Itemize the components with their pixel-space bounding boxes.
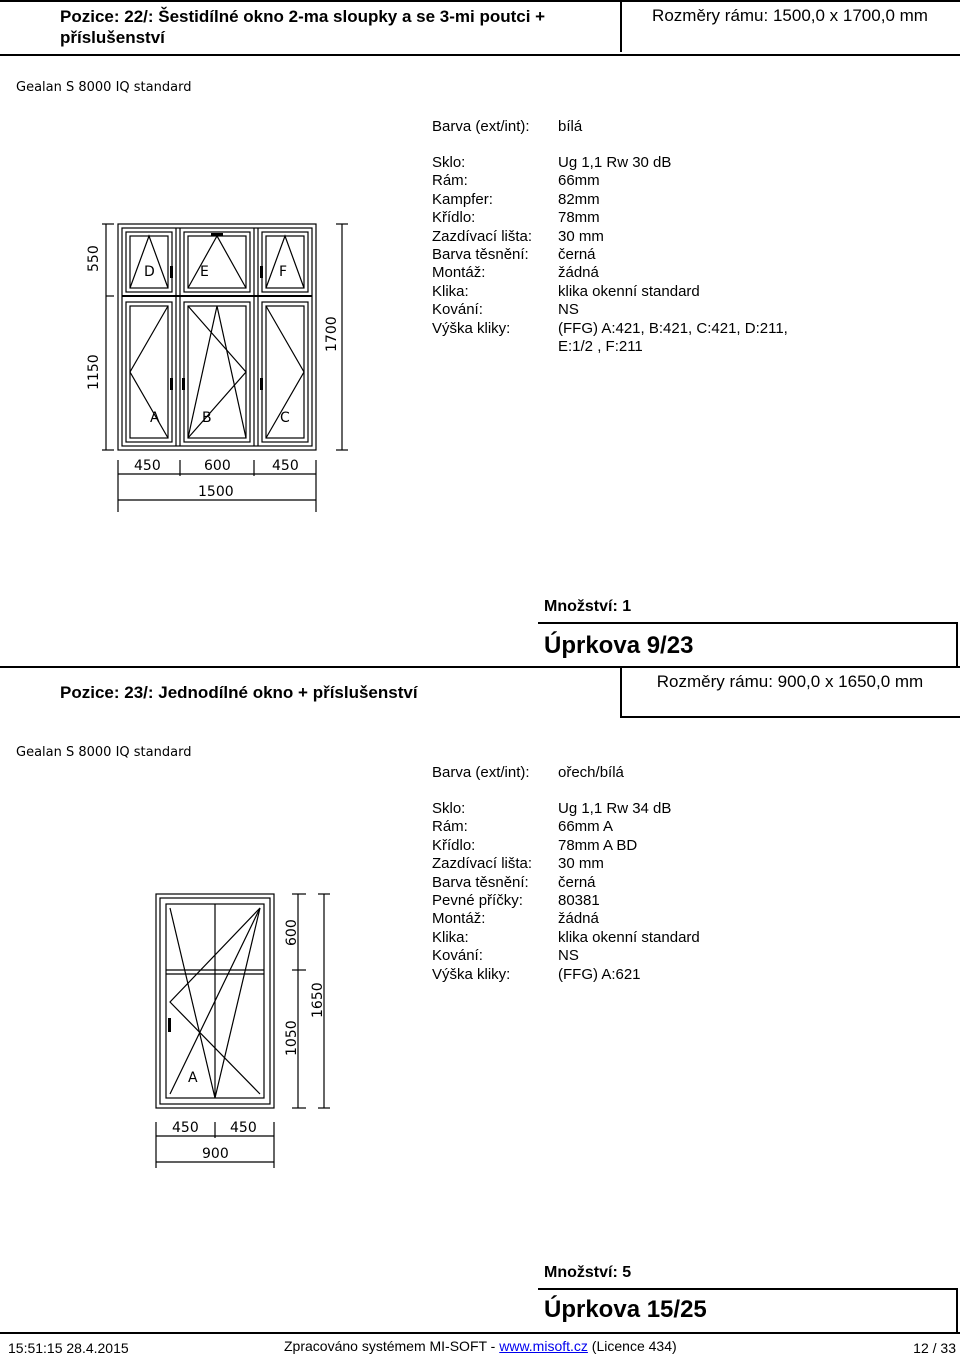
misoft-link[interactable]: www.misoft.cz — [499, 1338, 588, 1354]
spec-label: Barva těsnění: — [432, 245, 529, 263]
page-number: 12 / 33 — [913, 1340, 956, 1356]
spec-label: Sklo: — [432, 154, 466, 171]
spec-label: Zazdívací lišta: — [432, 227, 533, 245]
spec-row — [432, 966, 852, 984]
dim-total-height: 1700 — [324, 316, 340, 352]
dim-total-height: 1650 — [310, 982, 326, 1018]
dim-top-height: 550 — [86, 245, 102, 272]
spec-value: 82mm — [558, 190, 600, 208]
spec-value: žádná — [558, 264, 599, 282]
sash-label: A — [150, 410, 160, 426]
spec-value: 66mm A — [558, 818, 614, 836]
position-title: Pozice: 22/: Šestidílné okno 2-ma sloupky a se 3-mi poutci + příslušenství — [60, 7, 546, 47]
spec-row — [432, 892, 852, 910]
spec-label: Rám: — [432, 172, 468, 190]
frame-dimensions: Rozměry rámu: 900,0 x 1650,0 mm — [656, 672, 924, 691]
quantity: Množství: 5 — [544, 1264, 632, 1281]
spec-table — [432, 154, 852, 356]
spec-row — [432, 191, 852, 209]
sash-label: A — [188, 1070, 198, 1086]
spec-value: Ug 1,1 Rw 30 dB — [558, 154, 672, 171]
dim-total-width: 900 — [202, 1146, 229, 1162]
spec-label: Zazdívací lišta: — [432, 855, 533, 873]
package-label: Úprkova 15/25 — [544, 1296, 707, 1323]
spec-row — [432, 910, 852, 928]
processed-by — [284, 1338, 677, 1354]
spec-row — [432, 320, 852, 338]
spec-label: Barva (ext/int): — [432, 118, 530, 135]
spec-value: klika okenní standard — [558, 928, 700, 946]
dim-width-2: 450 — [230, 1120, 257, 1136]
spec-label: Montáž: — [432, 910, 486, 928]
spec-row — [432, 283, 852, 301]
spec-row — [432, 837, 852, 855]
color-row — [432, 118, 852, 136]
window-drawing — [84, 214, 364, 514]
spec-value: ořech/bílá — [558, 764, 624, 781]
spec-value: (FFG) A:421, B:421, C:421, D:211, — [558, 319, 788, 337]
spec-label: Kování: — [432, 301, 483, 319]
spec-value: NS — [558, 947, 579, 965]
spec-label: Kampfer: — [432, 190, 493, 208]
dim-width-2: 600 — [204, 458, 231, 474]
spec-label: Rám: — [432, 818, 468, 836]
spec-label: Výška kliky: — [432, 319, 511, 337]
spec-label: Kování: — [432, 947, 483, 965]
spec-label: Pevné příčky: — [432, 891, 523, 909]
spec-value: (FFG) A:621 — [558, 965, 641, 983]
spec-value: Ug 1,1 Rw 34 dB — [558, 800, 672, 817]
dim-width-1: 450 — [134, 458, 161, 474]
spec-value: bílá — [558, 118, 583, 135]
spec-row — [432, 209, 852, 227]
spec-label: Klika: — [432, 282, 469, 300]
spec-label: Křídlo: — [432, 209, 476, 227]
license-text: (Licence 434) — [587, 1338, 677, 1354]
spec-value: NS — [558, 301, 579, 319]
header-bottom-line — [620, 716, 960, 718]
spec-label: Barva (ext/int): — [432, 764, 530, 781]
dim-bottom-height: 1050 — [284, 1020, 300, 1056]
spec-row — [432, 264, 852, 282]
spec-value: žádná — [558, 910, 599, 928]
spec-label: Sklo: — [432, 800, 466, 817]
spec-row — [432, 929, 852, 947]
spec-row — [432, 818, 852, 836]
position-title: Pozice: 23/: Jednodílné okno + příslušenství — [60, 683, 418, 702]
spec-row — [432, 874, 852, 892]
spec-value: E:1/2 , F:211 — [558, 337, 643, 355]
timestamp: 15:51:15 28.4.2015 — [8, 1340, 129, 1356]
window-drawing — [126, 886, 346, 1176]
window-system: Gealan S 8000 IQ standard — [16, 80, 192, 95]
spec-row — [432, 301, 852, 319]
spec-row — [432, 800, 852, 818]
spec-table — [432, 800, 852, 984]
spec-row — [432, 338, 852, 356]
spec-value: černá — [558, 245, 596, 263]
spec-value: 30 mm — [558, 227, 604, 245]
sash-label: E — [200, 264, 209, 280]
dim-bottom-height: 1150 — [86, 354, 102, 390]
dim-width-1: 450 — [172, 1120, 199, 1136]
spec-label: Klika: — [432, 928, 469, 946]
spec-label: Barva těsnění: — [432, 873, 529, 891]
frame-dimensions: Rozměry rámu: 1500,0 x 1700,0 mm — [652, 6, 928, 25]
package-label: Úprkova 9/23 — [544, 632, 694, 659]
footer-line — [0, 1332, 960, 1334]
spec-row — [432, 154, 852, 172]
spec-value: 78mm A BD — [558, 836, 638, 854]
spec-value: 80381 — [558, 891, 600, 909]
sash-label: C — [280, 410, 290, 426]
spec-value: 78mm — [558, 209, 600, 227]
spec-value: klika okenní standard — [558, 282, 700, 300]
sash-label: D — [144, 264, 155, 280]
sash-label: F — [279, 264, 288, 280]
processed-prefix: Zpracováno systémem MI-SOFT - — [284, 1338, 500, 1354]
spec-value: černá — [558, 873, 596, 891]
spec-label: Křídlo: — [432, 836, 476, 854]
spec-value: 66mm — [558, 172, 600, 190]
sash-label: B — [202, 410, 212, 426]
spec-row — [432, 228, 852, 246]
spec-label: Montáž: — [432, 264, 486, 282]
dim-total-width: 1500 — [198, 484, 234, 500]
spec-label: Výška kliky: — [432, 965, 511, 983]
spec-row — [432, 172, 852, 190]
spec-row — [432, 246, 852, 264]
color-row — [432, 764, 852, 782]
window-system: Gealan S 8000 IQ standard — [16, 745, 192, 760]
section-divider — [0, 666, 960, 668]
spec-value: 30 mm — [558, 855, 604, 873]
quantity: Množství: 1 — [544, 598, 632, 615]
dim-width-3: 450 — [272, 458, 299, 474]
spec-row — [432, 855, 852, 873]
dim-top-height: 600 — [284, 919, 300, 946]
spec-row — [432, 947, 852, 965]
